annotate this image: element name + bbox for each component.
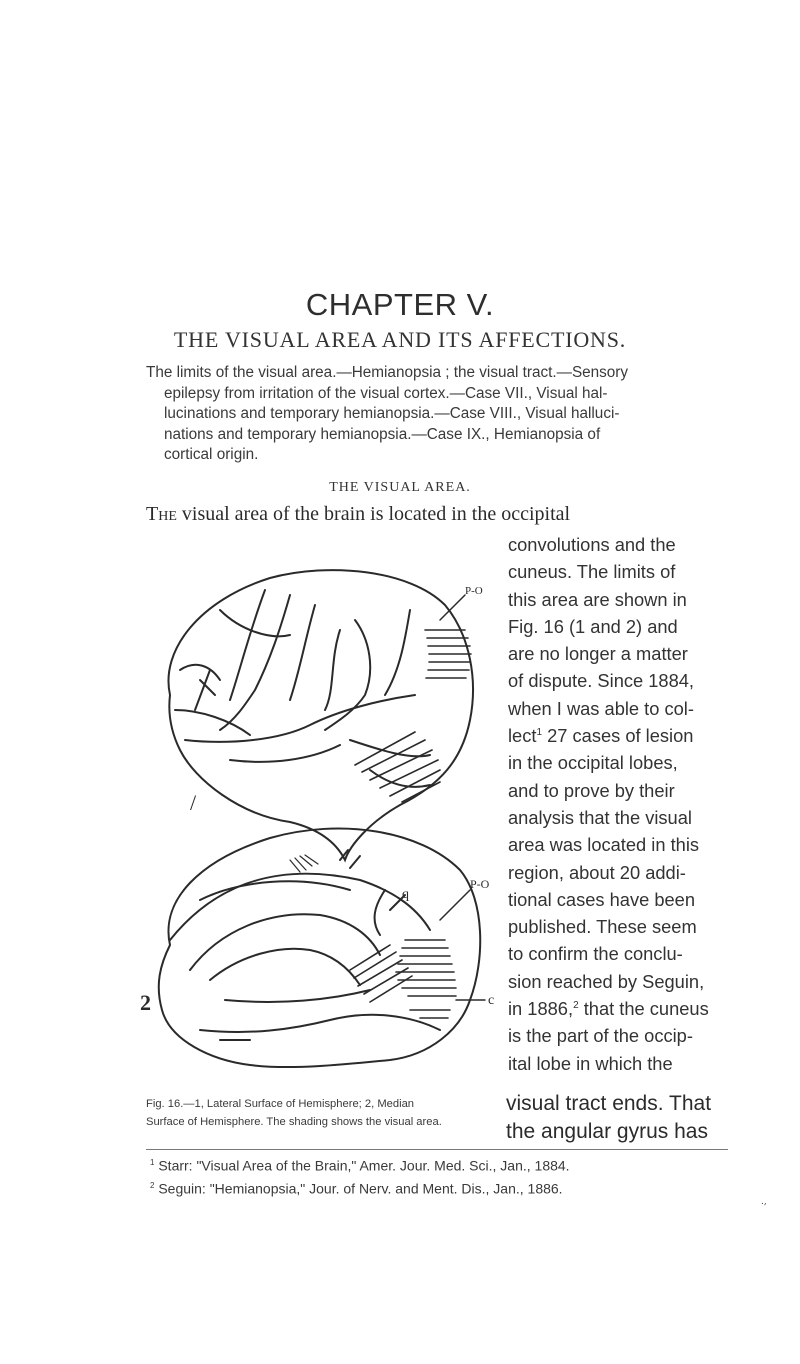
section-heading: THE VISUAL AREA. bbox=[329, 480, 471, 495]
figure-caption bbox=[146, 1095, 498, 1131]
body-line: ital lobe in which the bbox=[508, 1052, 673, 1074]
body-line: analysis that the visual bbox=[508, 806, 692, 828]
footnote-ref[interactable]: 2 bbox=[573, 999, 579, 1011]
figure-label-q: q bbox=[402, 887, 409, 902]
body-line: Fig. 16 (1 and 2) and bbox=[508, 615, 678, 637]
chapter-title: THE VISUAL AREA AND ITS AFFECTIONS. bbox=[173, 327, 627, 352]
body-line: the angular gyrus has bbox=[506, 1120, 708, 1143]
footnote-rule bbox=[146, 1149, 728, 1150]
body-line: region, about 20 addi- bbox=[508, 861, 686, 883]
body-line: sion reached by Seguin, bbox=[508, 970, 705, 992]
footnote-ref[interactable]: 1 bbox=[536, 726, 543, 738]
figure-number-2: 2 bbox=[140, 990, 151, 1015]
footnote-mark: 2 bbox=[150, 1180, 155, 1190]
footnote bbox=[150, 1153, 750, 1176]
body-text: in 1886, bbox=[508, 998, 574, 1020]
lead-line bbox=[146, 503, 656, 526]
body-line: visual tract ends. That bbox=[506, 1092, 712, 1115]
lead-first-word: The bbox=[146, 503, 177, 525]
chapter-summary bbox=[146, 363, 646, 466]
brain-figure bbox=[140, 560, 500, 1080]
summary-line: cortical origin. bbox=[164, 446, 259, 463]
figure-label-po: P-O bbox=[470, 877, 490, 891]
body-line: when I was able to col- bbox=[508, 697, 694, 719]
footnote-text: Seguin: "Hemianopsia," Jour. of Nerv. and Ment. Dis., Jan., 1886. bbox=[154, 1180, 563, 1197]
body-line: is the part of the occip- bbox=[508, 1025, 693, 1047]
body-line: published. These seem bbox=[508, 916, 697, 938]
body-line: to confirm the conclu- bbox=[508, 943, 683, 965]
body-line bbox=[508, 995, 752, 1022]
lateral-hemisphere-drawing bbox=[168, 570, 473, 860]
footnotes bbox=[150, 1153, 750, 1198]
body-column bbox=[508, 531, 752, 1077]
body-line: of dispute. Since 1884, bbox=[508, 670, 694, 692]
figure-label-c: c bbox=[488, 993, 495, 1008]
body-line: in the occipital lobes, bbox=[508, 752, 678, 774]
body-line: and to prove by their bbox=[508, 779, 675, 801]
footnote bbox=[150, 1176, 750, 1199]
median-hemisphere-drawing bbox=[159, 828, 485, 1067]
summary-line: The limits of the visual area.—Hemianopsia ; the visual tract.—Sensory bbox=[146, 364, 629, 381]
brain-illustration bbox=[140, 560, 500, 1080]
lead-rest: visual area of the brain is located in the occipital bbox=[176, 503, 571, 525]
summary-line: nations and temporary hemianopsia.—Case IX., Hemianopsia of bbox=[164, 425, 601, 443]
footnote-text: Starr: "Visual Area of the Brain," Amer. Jour. Med. Sci., Jan., 1884. bbox=[154, 1157, 570, 1174]
body-line: tional cases have been bbox=[508, 888, 696, 910]
summary-line: epilepsy from irritation of the visual cortex.—Case VII., Visual hal- bbox=[164, 384, 608, 402]
body-line: this area are shown in bbox=[508, 588, 687, 610]
caption-line: Surface of Hemisphere. The shading shows the visual area. bbox=[146, 1116, 442, 1128]
body-text: that the cuneus bbox=[578, 998, 709, 1020]
body-tail bbox=[506, 1090, 766, 1146]
body-line bbox=[508, 722, 752, 749]
caption-line: Fig. 16.—1, Lateral Surface of Hemisphere; 2, Median bbox=[146, 1098, 415, 1110]
body-line: area was located in this bbox=[508, 834, 700, 856]
body-text: lect bbox=[508, 725, 537, 747]
stray-mark: ., bbox=[761, 1197, 767, 1207]
body-line: cuneus. The limits of bbox=[508, 561, 676, 583]
body-text: 27 cases of lesion bbox=[542, 725, 694, 747]
summary-line: lucinations and temporary hemianopsia.—Case VIII., Visual halluci- bbox=[164, 405, 620, 422]
figure-label-po: P-O bbox=[465, 585, 483, 597]
figure-number-1: / bbox=[190, 790, 197, 815]
body-line: convolutions and the bbox=[508, 534, 676, 555]
footnote-mark: 1 bbox=[150, 1158, 155, 1167]
body-line: are no longer a matter bbox=[508, 643, 688, 665]
chapter-number: CHAPTER V. bbox=[305, 287, 495, 322]
